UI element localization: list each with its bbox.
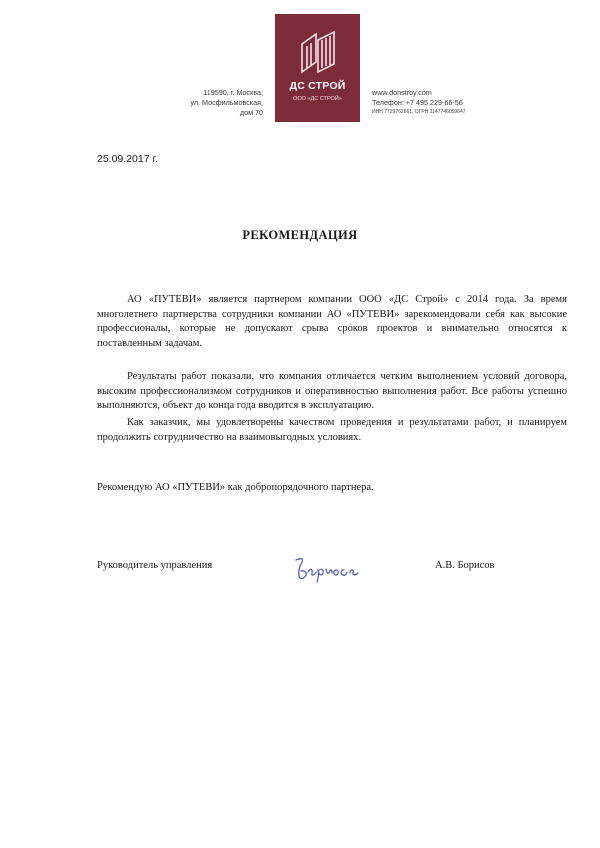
letter-date: 25.09.2017 г.	[97, 153, 158, 165]
company-address	[170, 88, 263, 118]
letter-title: РЕКОМЕНДАЦИЯ	[242, 228, 358, 242]
address-line: 119590, г. Москва,	[203, 88, 263, 97]
company-contacts	[372, 88, 492, 117]
logo-name: ДС СТРОЙ	[289, 80, 346, 92]
signatory-name: А.В. Борисов	[435, 560, 495, 571]
address-line: ул. Мосфильмовская,	[190, 98, 263, 107]
company-logo	[275, 14, 360, 122]
logo-subtitle: ООО «ДС СТРОЙ»	[293, 96, 342, 102]
recommendation-line: Рекомендую АО «ПУТЕВИ» как добропорядочного партнера.	[97, 482, 374, 493]
phone-text: Телефон: +7 495 229-66-56	[372, 98, 463, 107]
address-line: дом 70	[239, 108, 263, 117]
paragraph: Результаты работ показали, что компания отличается четким выполнением условий договора, высоким профессионализмом сотрудников и оперативностью выполнения работ. Все работы успешно выполняются, объект до конца года вводится в эксплуатацию.	[97, 371, 567, 411]
paragraph: Как заказчик, мы удовлетворены качеством проведения и результатами работ, и планируем продолжить сотрудничество на взаимовыгодных условиях.	[97, 417, 567, 443]
website-text: www.donstroy.com	[372, 88, 432, 97]
registration-text: ИНН 7729762661, ОГРН 1147746059647	[372, 109, 466, 115]
handwritten-signature	[290, 552, 370, 586]
signatory-position: Руководитель управления	[97, 560, 213, 571]
paragraph: АО «ПУТЕВИ» является партнером компании ООО «ДС Строй» с 2014 года. За время многолетнего партнерства сотрудники компании АО «ПУТЕВИ» зарекомендовали себя как высокие профессионалы, которые не допускают срыва сроков проектов и внимательно относятся к поставленным задачам.	[97, 294, 567, 349]
logo-emblem-icon	[294, 28, 342, 76]
